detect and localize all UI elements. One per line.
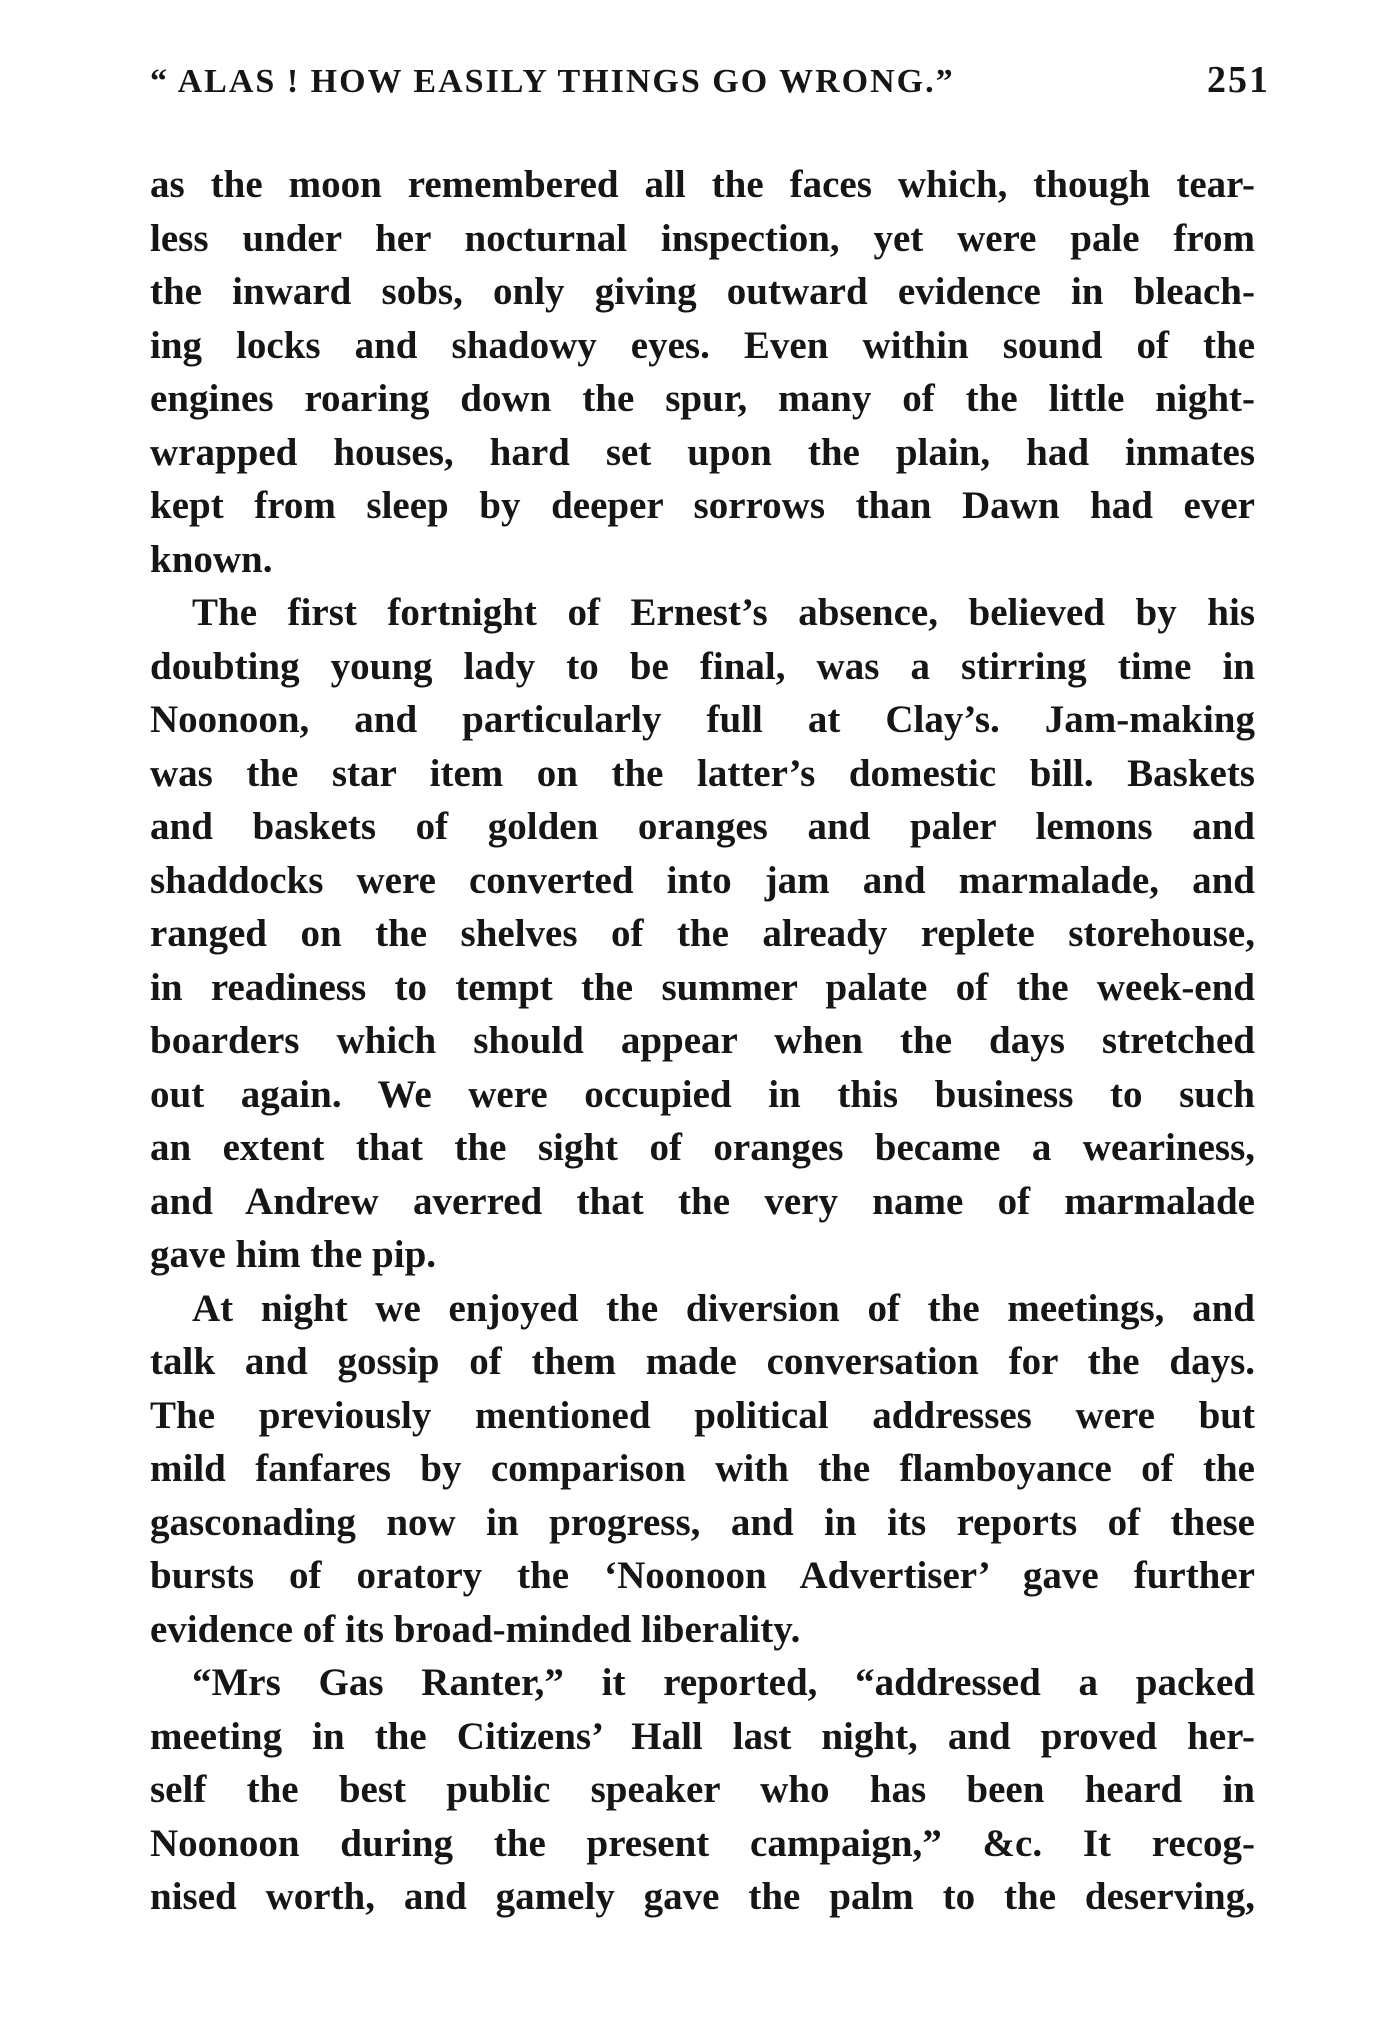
paragraph-3 xyxy=(150,1282,1255,1657)
text-line: was the star item on the latter’s domestic bill. Baskets xyxy=(150,751,1255,795)
text-line: meeting in the Citizens’ Hall last night, and proved her- xyxy=(150,1714,1255,1758)
text-line: nised worth, and gamely gave the palm to the deserving, xyxy=(150,1875,1255,1918)
paragraph-1 xyxy=(150,158,1255,586)
text-line: mild fanfares by comparison with the flamboyance of the xyxy=(150,1447,1255,1490)
text-line: boarders which should appear when the days stretched xyxy=(150,1019,1255,1062)
paragraph-2 xyxy=(150,586,1255,1282)
text-line: gasconading now in progress, and in its reports of these xyxy=(150,1500,1255,1544)
text-line: known. xyxy=(150,537,273,581)
text-line: gave him the pip. xyxy=(150,1233,437,1276)
text-line: talk and gossip of them made conversation for the days. xyxy=(150,1340,1255,1383)
paragraph-4 xyxy=(150,1656,1255,1924)
text-line: The first fortnight of Ernest’s absence, believed by his xyxy=(192,591,1255,634)
text-line: At night we enjoyed the diversion of the meetings, and xyxy=(192,1286,1255,1330)
text-line: “Mrs Gas Ranter,” it reported, “addressed a packed xyxy=(192,1661,1255,1704)
text-line: and baskets of golden oranges and paler lemons and xyxy=(150,805,1255,848)
text-line: self the best public speaker who has been heard in xyxy=(150,1768,1255,1811)
text-line: an extent that the sight of oranges became a weariness, xyxy=(150,1126,1255,1169)
text-line: as the moon remembered all the faces which, though tear- xyxy=(150,163,1255,206)
text-line: the inward sobs, only giving outward evidence in bleach- xyxy=(150,270,1255,313)
text-line: doubting young lady to be final, was a stirring time in xyxy=(150,644,1255,688)
text-line: in readiness to tempt the summer palate of the week-end xyxy=(150,965,1255,1009)
text-line: shaddocks were converted into jam and marmalade, and xyxy=(150,858,1255,902)
text-line: evidence of its broad-minded liberality. xyxy=(150,1607,801,1651)
text-line: ranged on the shelves of the already replete storehouse, xyxy=(150,912,1255,955)
running-head xyxy=(150,58,1270,118)
text-line: less under her nocturnal inspection, yet were pale from xyxy=(150,216,1255,260)
text-line: kept from sleep by deeper sorrows than Dawn had ever xyxy=(150,484,1255,527)
text-line: bursts of oratory the ‘Noonoon Advertiser’ gave further xyxy=(150,1554,1255,1597)
text-line: Noonoon, and particularly full at Clay’s. Jam-making xyxy=(150,698,1255,741)
text-line: The previously mentioned political addresses were but xyxy=(150,1393,1255,1437)
page-number: 251 xyxy=(1207,59,1270,101)
text-line: and Andrew averred that the very name of marmalade xyxy=(150,1179,1255,1223)
text-line: wrapped houses, hard set upon the plain, had inmates xyxy=(150,430,1255,474)
text-line: engines roaring down the spur, many of the little night- xyxy=(150,377,1255,420)
text-line: out again. We were occupied in this business to such xyxy=(150,1072,1255,1116)
body-text xyxy=(150,158,1255,1924)
running-head-title: “ ALAS ! HOW EASILY THINGS GO WRONG.” xyxy=(150,63,955,100)
text-line: Noonoon during the present campaign,” &c. It recog- xyxy=(150,1821,1255,1865)
text-line: ing locks and shadowy eyes. Even within sound of the xyxy=(150,323,1255,367)
